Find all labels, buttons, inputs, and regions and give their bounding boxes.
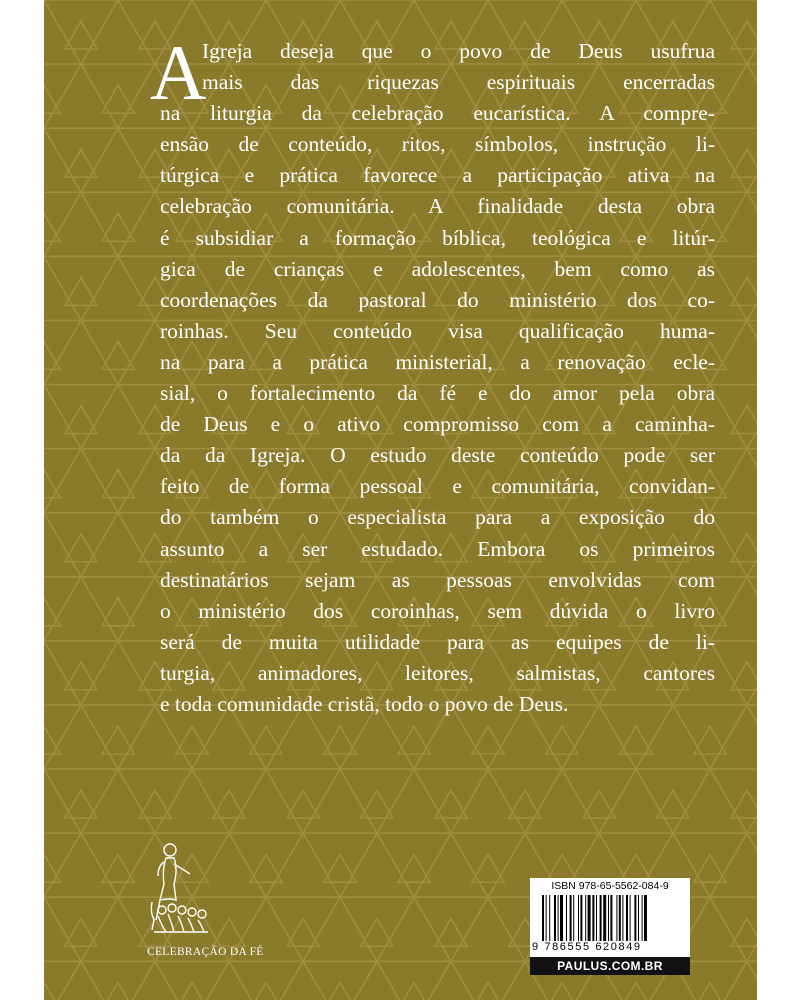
blurb-line: é subsidiar a formação bíblica, teológica e litúr-	[160, 225, 715, 250]
blurb-line: roinhas. Seu conteúdo visa qualificação huma-	[160, 318, 715, 343]
back-cover-blurb	[160, 36, 715, 720]
blurb-line: na para a prática ministerial, a renovação ecle-	[160, 349, 715, 374]
blurb-line: o ministério dos coroinhas, sem dúvida o livro	[160, 598, 715, 623]
blurb-line: turgia, animadores, leitores, salmistas, cantores	[160, 660, 715, 685]
isbn-text: ISBN 978-65-5562-084-9	[551, 880, 669, 892]
blurb-line: gica de crianças e adolescentes, bem como as	[160, 256, 715, 281]
blurb-line: e toda comunidade cristã, todo o povo de Deus.	[160, 691, 569, 716]
blurb-line: coordenações da pastoral do ministério dos co-	[160, 287, 715, 312]
blurb-line: será de muita utilidade para as equipes de li-	[160, 629, 715, 654]
blurb-line: destinatários sejam as pessoas envolvidas com	[160, 567, 715, 592]
publisher-url: PAULUS.COM.BR	[530, 957, 690, 975]
barcode-image	[542, 895, 678, 941]
back-cover	[44, 0, 757, 1000]
blurb-line: mais das riquezas espirituais encerradas	[202, 70, 715, 95]
saint-with-children-icon	[146, 840, 216, 940]
blurb-line: de Deus e o ativo compromisso com a caminha-	[160, 412, 715, 437]
blurb-line: celebração comunitária. A finalidade desta obra	[160, 194, 715, 219]
blurb-line: sial, o fortalecimento da fé e do amor pela obra	[160, 381, 715, 406]
blurb-line: assunto a ser estudado. Embora os primeiros	[160, 536, 715, 561]
blurb-line: da da Igreja. O estudo deste conteúdo pode ser	[160, 443, 715, 468]
blurb-line: túrgica e prática favorece a participação ativa na	[160, 163, 715, 188]
blurb-line: do também o especialista para a exposição do	[160, 505, 715, 530]
drop-cap: A	[150, 29, 207, 116]
series-caption: CELEBRAÇÃO DA FÉ	[147, 946, 264, 958]
blurb-line: feito de forma pessoal e comunitária, convidan-	[160, 474, 715, 499]
blurb-line: ensão de conteúdo, ritos, símbolos, instrução li-	[160, 132, 715, 157]
blurb-line: Igreja deseja que o povo de Deus usufrua	[202, 39, 715, 63]
blurb-line: na liturgia da celebração eucarística. A compre-	[160, 101, 715, 126]
barcode-digits: 9 786555 620849	[532, 941, 642, 953]
barcode-label	[530, 878, 690, 975]
